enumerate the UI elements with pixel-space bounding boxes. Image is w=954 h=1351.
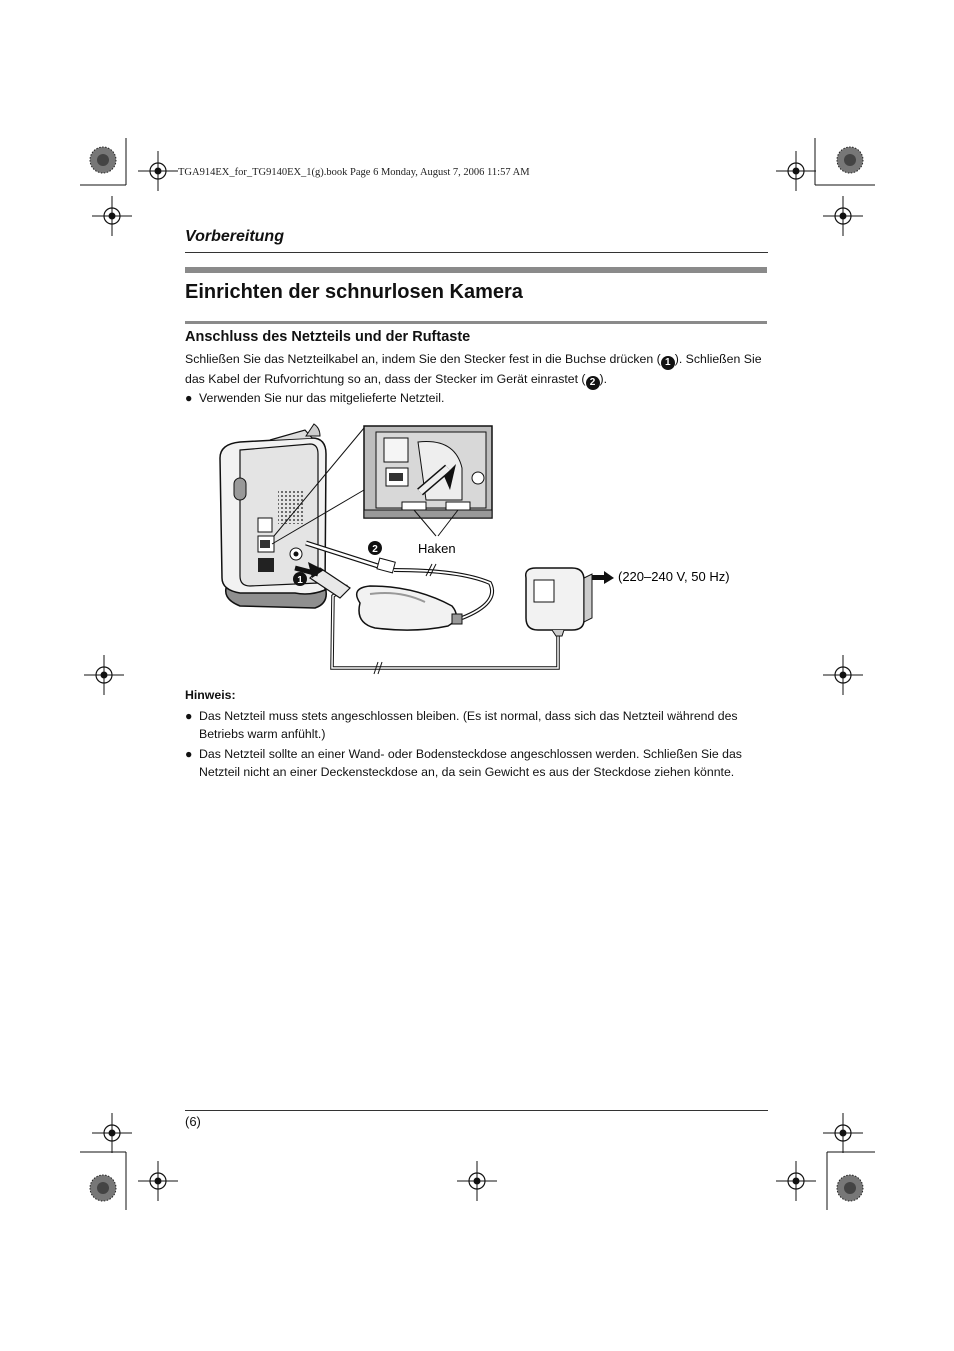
- note-item: ● Das Netzteil sollte an einer Wand- oder Bodensteckdose angeschlossen werden. Schließen Sie das Netzteil nicht an einer Deckensteckdose an, da sein Gewicht es aus der Steckdose ziehen könnte.: [185, 747, 742, 779]
- section-heading: Vorbereitung: [185, 228, 284, 245]
- print-header: TGA914EX_for_TG9140EX_1(g).book Page 6 Monday, August 7, 2006 11:57 AM: [178, 167, 530, 178]
- connection-illustration: [200, 418, 760, 678]
- title-underline: [185, 321, 767, 324]
- page-title: Einrichten der schnurlosen Kamera: [185, 281, 523, 303]
- figure-step-1: 1: [297, 575, 303, 586]
- power-adapter: [526, 568, 592, 636]
- footer-rule: [185, 1110, 768, 1111]
- bullet-dot: ●: [185, 747, 193, 761]
- subtitle: Anschluss des Netzteils und der Ruftaste: [185, 329, 471, 345]
- power-label: (220–240 V, 50 Hz): [618, 569, 730, 584]
- section-rule: [185, 252, 768, 253]
- camera-body: [220, 424, 326, 608]
- call-button-device: [357, 586, 462, 630]
- page-number: (6): [185, 1114, 201, 1129]
- step-marker-2: 2: [586, 376, 600, 390]
- step-marker-1: 1: [661, 356, 675, 370]
- note-heading: Hinweis:: [185, 688, 236, 702]
- detail-inset: [364, 426, 492, 518]
- bullet-dot: ●: [185, 709, 193, 723]
- bullet-dot: ●: [185, 391, 193, 405]
- title-rule: [185, 267, 767, 273]
- note-item: ● Das Netzteil muss stets angeschlossen bleiben. (Es ist normal, dass sich das Netzteil während des Betriebs warm anfühlt.): [185, 709, 738, 741]
- hook-label: Haken: [418, 541, 456, 556]
- bullet-item: ● Verwenden Sie nur das mitgelieferte Netzteil.: [185, 391, 445, 405]
- intro-paragraph: Schließen Sie das Netzteilkabel an, indem Sie den Stecker fest in die Buchse drücken ( 1 ). Schließen Sie das Kabel der Rufvorrichtung so an, dass der Stecker im Gerät einrastet ( 2 ).: [185, 352, 762, 388]
- figure-step-2: 2: [372, 544, 378, 555]
- arrow-icon: [592, 571, 614, 584]
